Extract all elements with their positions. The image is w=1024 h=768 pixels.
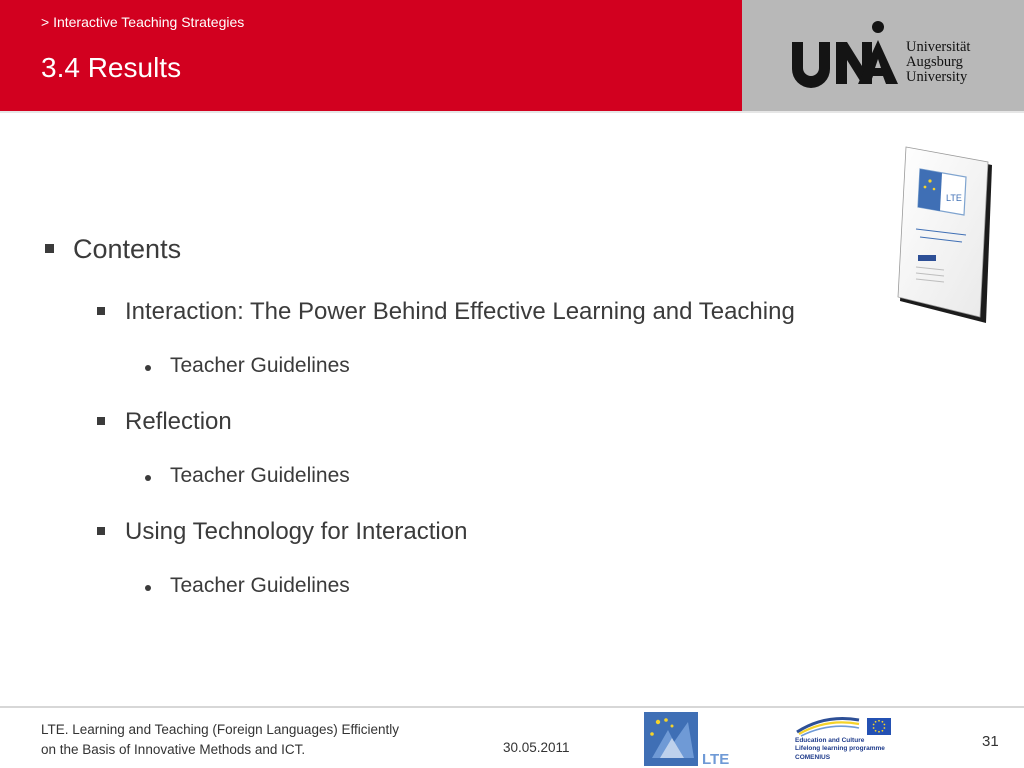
footer-project-line: LTE. Learning and Teaching (Foreign Languages) Efficiently <box>41 722 399 737</box>
bullet-marker <box>97 527 105 535</box>
bullet-level2: Interaction: The Power Behind Effective Learning and Teaching <box>125 298 795 325</box>
page-title: 3.4 Results <box>41 52 182 83</box>
eu-programme-line: COMENIUS <box>795 753 831 761</box>
eu-programme-logo <box>795 710 895 766</box>
bullet-level2: Using Technology for Interaction <box>125 518 468 545</box>
bullet-marker <box>145 365 151 371</box>
eu-flag-icon <box>795 710 895 738</box>
footer-date: 30.05.2011 <box>503 740 570 755</box>
university-name-line: Augsburg <box>906 54 963 70</box>
book-cover-text: LTE <box>946 193 962 203</box>
bullet-marker <box>145 475 151 481</box>
university-name-line: University <box>906 69 968 85</box>
university-name-line: Universität <box>906 39 971 55</box>
eu-programme-line: Lifelong learning programme <box>795 745 885 753</box>
bullet-marker <box>145 585 151 591</box>
bullet-level3: Teacher Guidelines <box>170 464 350 487</box>
footer-project-line: on the Basis of Innovative Methods and ICT. <box>41 742 306 757</box>
eu-programme-line: Education and Culture <box>795 737 865 744</box>
eu-programme-text <box>795 737 885 762</box>
lte-logo-text: LTE <box>702 751 730 766</box>
footer-divider <box>0 706 1024 708</box>
lte-logo-icon <box>644 712 740 766</box>
bullet-marker <box>45 244 54 253</box>
bullet-marker <box>97 307 105 315</box>
bullet-marker <box>97 417 105 425</box>
bullet-level2: Reflection <box>125 408 232 435</box>
page-number: 31 <box>982 733 999 750</box>
breadcrumb: > Interactive Teaching Strategies <box>41 14 245 30</box>
footer-project-name <box>41 720 399 760</box>
bullet-level1: Contents <box>73 234 182 264</box>
bullet-level3: Teacher Guidelines <box>170 574 350 597</box>
bullet-level3: Teacher Guidelines <box>170 354 350 377</box>
